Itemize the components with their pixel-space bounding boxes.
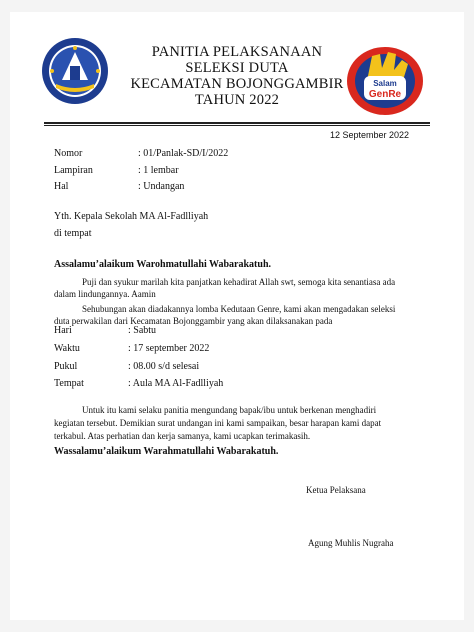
header-line-3: KECAMATAN BOJONGGAMBIR: [130, 76, 344, 92]
letter-date: 12 September 2022: [330, 130, 410, 140]
meta-label-nomor: Nomor: [54, 148, 83, 159]
logo-text-salam: Salam: [373, 79, 397, 88]
recipient-line-2: di tempat: [54, 228, 92, 239]
para2-line-2: duta perwakilan dari Kecamatan Bojonggambir yang akan dilaksanakan pada: [54, 316, 333, 326]
salutation: Assalamu’alaikum Warohmatullahi Wabarakatuh.: [54, 259, 272, 270]
header-rule-thin: [44, 125, 430, 126]
header-line-1: PANITIA PELAKSANAAN: [151, 44, 323, 60]
meta-value-nomor: : 01/Panlak-SD/I/2022: [138, 148, 229, 159]
para3-line-2: kegiatan tersebut. Demikian surat undangan ini kami sampaikan, besar harapan kami dapat: [54, 418, 382, 428]
header-rule-thick: [44, 122, 430, 124]
closing: Wassalamu’alaikum Warahmatullahi Wabarakatuh.: [54, 446, 279, 457]
event-label-tempat: Tempat: [54, 378, 84, 389]
para3-line-1: Untuk itu kami selaku panitia mengundang bapak/ibu untuk berkenan menghadiri: [82, 405, 377, 415]
genre-logo: [344, 40, 426, 118]
para3-line-3: terkabul. Atas perhatian dan kerja samanya, kami ucapkan terimakasih.: [54, 431, 311, 441]
event-value-pukul: : 08.00 s/d selesai: [128, 361, 200, 372]
meta-value-lampiran: : 1 lembar: [138, 165, 179, 176]
event-label-waktu: Waktu: [54, 343, 80, 354]
event-value-waktu: : 17 september 2022: [128, 343, 210, 354]
header-line-4: TAHUN 2022: [194, 92, 280, 108]
meta-label-lampiran: Lampiran: [54, 165, 93, 176]
para1-line-1: Puji dan syukur marilah kita panjatkan kehadirat Allah swt, semoga kita senantiasa ada: [82, 277, 396, 287]
meta-label-hal: Hal: [54, 181, 69, 192]
meta-value-hal: : Undangan: [138, 181, 185, 192]
header-line-2: SELEKSI DUTA: [185, 60, 289, 76]
event-value-tempat: : Aula MA Al-Fadlliyah: [128, 378, 224, 389]
signature-title: Ketua Pelaksana: [306, 485, 366, 495]
recipient-line-1: Yth. Kepala Sekolah MA Al-Fadlliyah: [54, 211, 209, 222]
para1-line-2: dalam lindungannya. Aamin: [54, 289, 156, 299]
signature-name: Agung Muhlis Nugraha: [308, 538, 394, 548]
event-label-hari: Hari: [54, 325, 72, 336]
event-value-hari: : Sabtu: [128, 325, 157, 336]
para2-line-1: Sehubungan akan diadakannya lomba Kedutaan Genre, kami akan mengadakan seleksi: [82, 304, 396, 314]
logo-text-genre: GenRe: [368, 89, 402, 100]
event-label-pukul: Pukul: [54, 361, 78, 372]
